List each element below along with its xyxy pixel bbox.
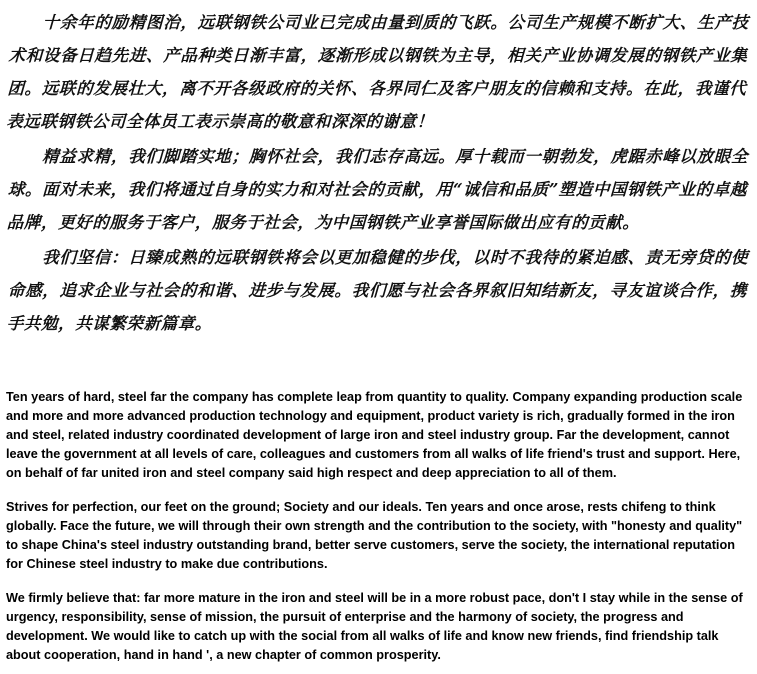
english-translation-block — [0, 388, 757, 665]
english-paragraph-3: We firmly believe that: far more mature in the iron and steel will be in a more robust pace, don't I stay while in the sense of urgency, responsibility, sense of mission, the pursuit of enterprise and the harmony of society, the progress and development. We would like to catch up with the social from all walks of life and know new friends, find friendship talk about cooperation, hand in hand ', a new chapter of common prosperity. — [6, 591, 743, 662]
english-paragraph-1: Ten years of hard, steel far the company has complete leap from quantity to quality. Company expanding production scale and more and more advanced production technology and equipment, product variety is rich, gradually formed in the iron and steel, related industry coordinated development of large iron and steel industry group. Far the development, cannot leave the government at all levels of care, colleagues and customers from all walks of life friend's trust and support. Here, on behalf of far united iron and steel company said high respect and deep appreciation to all of them. — [6, 390, 743, 480]
chinese-paragraph-2: 精益求精，我们脚踏实地；胸怀社会，我们志存高远。厚十载而一朝勃发，虎踞赤峰以放眼全球。面对未来，我们将通过自身的实力和对社会的贡献，用“诚信和品质”塑造中国钢铁产业的卓越品牌，更好的服务于客户，服务于社会，为中国钢铁产业享誉国际做出应有的贡献。 — [6, 147, 749, 232]
chinese-paragraph-1: 十余年的励精图治，远联钢铁公司业已完成由量到质的飞跃。公司生产规模不断扩大、生产技术和设备日趋先进、产品种类日渐丰富，逐渐形成以钢铁为主导，相关产业协调发展的钢铁产业集团。远联的发展壮大，离不开各级政府的关怀、各界同仁及客户朋友的信赖和支持。在此，我谨代表远联钢铁公司全体员工表示崇高的敬意和深深的谢意！ — [5, 13, 750, 131]
section-divider-space — [0, 342, 757, 388]
chinese-paragraph-3: 我们坚信：日臻成熟的远联钢铁将会以更加稳健的步伐，以时不我待的紧迫感、责无旁贷的使命感，追求企业与社会的和谐、进步与发展。我们愿与社会各界叙旧知结新友，寻友谊谈合作，携手共勉，共谋繁荣新篇章。 — [6, 248, 749, 333]
english-paragraph-2: Strives for perfection, our feet on the ground; Society and our ideals. Ten years and once arose, rests chifeng to think globally. Face the future, we will through their own strength and the contribution to the society, with "honesty and quality" to shape China's steel industry outstanding brand, better serve customers, serve the society, the international reputation for Chinese steel industry to make due contributions. — [6, 500, 743, 571]
